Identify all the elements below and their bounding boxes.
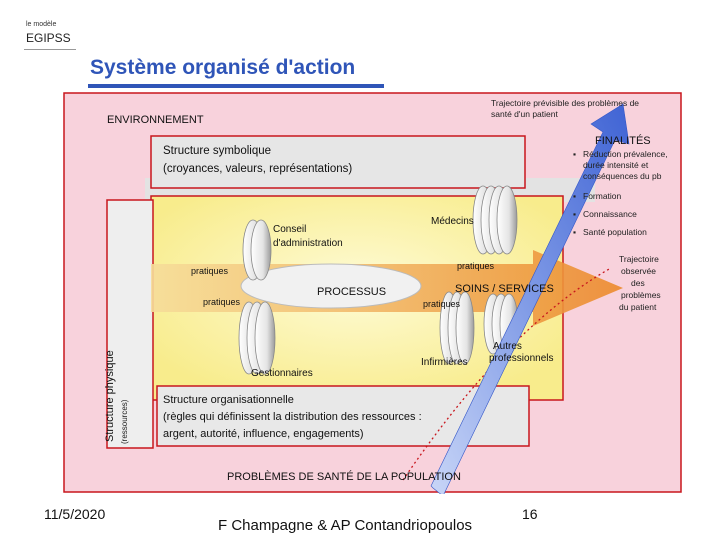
environment-label: ENVIRONNEMENT — [107, 114, 204, 126]
finalites-bullet-1: ▪ — [573, 149, 577, 159]
slide-title: Système organisé d'action — [90, 56, 356, 79]
conseil-label-1: Conseil — [273, 224, 307, 235]
conseil-label-2: d'administration — [273, 238, 343, 249]
pratiques-label-3: pratiques — [203, 297, 241, 307]
symbolic-structure-box — [151, 136, 525, 188]
finalites-item-3: Connaissance — [583, 209, 637, 219]
org-structure-line-1: (règles qui définissent la distribution des ressources : — [163, 411, 422, 423]
pratiques-label-4: pratiques — [423, 299, 461, 309]
symbolic-structure-title: Structure symbolique — [163, 145, 272, 157]
observed-trajectory-3: des — [631, 278, 645, 288]
pratiques-label-1: pratiques — [191, 266, 229, 276]
observed-trajectory-4: problèmes — [621, 290, 661, 300]
pratiques-label-2: pratiques — [457, 261, 495, 271]
conseil-fan — [243, 220, 271, 280]
observed-trajectory-5: du patient — [619, 302, 657, 312]
finalites-bullet-3: ▪ — [573, 209, 577, 219]
title-underline — [88, 84, 384, 88]
org-structure-title: Structure organisationnelle — [163, 394, 294, 406]
finalites-bullet-2: ▪ — [573, 191, 577, 201]
gestionnaires-fan — [239, 302, 275, 374]
finalites-item-1c: conséquences du pb — [583, 171, 662, 181]
processus-label: PROCESSUS — [317, 286, 387, 298]
system-diagram — [63, 92, 683, 494]
expected-trajectory-line-1: Trajectoire prévisible des problèmes de — [491, 98, 640, 108]
resources-label: (ressources) — [120, 399, 129, 444]
symbolic-structure-subtitle: (croyances, valeurs, représentations) — [163, 163, 353, 175]
finalites-item-4: Santé population — [583, 227, 647, 237]
finalites-title: FINALITÉS — [595, 135, 651, 147]
org-structure-line-2: argent, autorité, influence, engagements) — [163, 428, 364, 440]
brand-divider — [24, 49, 76, 50]
finalites-item-1b: durée intensité et — [583, 160, 649, 170]
finalites-item-1: Réduction prévalence, — [583, 149, 668, 159]
page-number: 16 — [522, 506, 538, 522]
autres-label-1: Autres — [493, 341, 522, 352]
medecins-fan — [473, 186, 517, 254]
observed-trajectory-2: observée — [621, 266, 656, 276]
footer-date: 11/5/2020 — [44, 506, 106, 522]
brand-label: EGIPSS — [26, 31, 71, 45]
gestionnaires-label: Gestionnaires — [251, 368, 313, 379]
physical-structure-label: Structure physique — [104, 350, 116, 442]
expected-trajectory-line-2: santé d'un patient — [491, 109, 558, 119]
finalites-bullet-4: ▪ — [573, 227, 577, 237]
soins-label: SOINS / SERVICES — [455, 283, 554, 295]
medecins-label: Médecins — [431, 216, 474, 227]
footer-authors: F Champagne & AP Contandriopoulos — [218, 517, 473, 534]
model-label: le modèle — [26, 21, 57, 28]
population-health-label: PROBLÈMES DE SANTÉ DE LA POPULATION — [227, 471, 461, 483]
autres-label-2: professionnels — [489, 353, 554, 364]
finalites-item-2: Formation — [583, 191, 622, 201]
observed-trajectory-1: Trajectoire — [619, 254, 659, 264]
infirmieres-label: Infirmières — [421, 357, 468, 368]
